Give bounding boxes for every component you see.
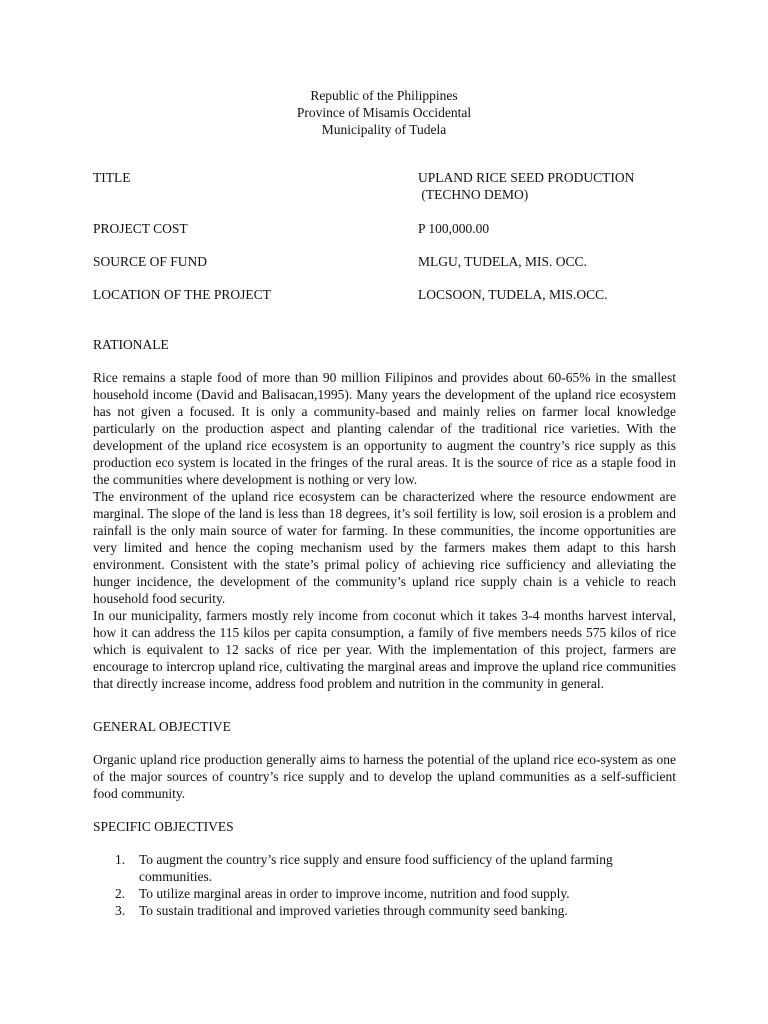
list-item-number: 2. (115, 886, 126, 901)
header-municipality: Municipality of Tudela (321, 122, 447, 137)
rationale-body (93, 369, 676, 692)
field-label: SOURCE OF FUND (93, 254, 208, 269)
field-label: LOCATION OF THE PROJECT (93, 287, 271, 302)
specific-objectives-heading: SPECIFIC OBJECTIVES (93, 819, 234, 834)
rationale-paragraph-3: In our municipality, farmers mostly rely income from coconut which it takes 3-4 months harvest interval, how it can address the 115 kilos per capita consumption, a family of five members needs 575 kilos of rice which is equivalent to 12 sacks of rice per year. With the implementation of this project, farmers are encourage to intercrop upland rice, cultivating the marginal areas and improve the upland rice communities that directly increase income, address food problem and nutrition in the community in general. (93, 608, 676, 691)
header-republic: Republic of the Philippines (310, 88, 458, 103)
field-label: TITLE (93, 170, 131, 185)
field-value: LOCSOON, TUDELA, MIS.OCC. (418, 287, 608, 302)
list-item-text: To utilize marginal areas in order to improve income, nutrition and food supply. (139, 886, 570, 901)
field-value: P 100,000.00 (418, 221, 490, 236)
title-line-2: (TECHNO DEMO) (418, 187, 529, 202)
header-province: Province of Misamis Occidental (296, 105, 472, 120)
list-item-text: To augment the country’s rice supply and ensure food sufficiency of the upland farming communities. (139, 852, 613, 884)
list-item (115, 851, 675, 885)
list-item (115, 902, 675, 919)
list-item-number: 1. (115, 852, 126, 867)
rationale-paragraph-1: Rice remains a staple food of more than 90 million Filipinos and provides about 60-65% in the smallest household income (David and Balisacan,1995). Many years the development of the upland rice ecosystem has not given a focused. It is only a community-based and mainly relies on farmer local knowledge particularly on the production aspect and planting calendar of the traditional rice varieties. With the development of the upland rice ecosystem is an opportunity to augment the country’s rice supply as this production eco system is located in the fringes of the rural areas. It is the source of rice as a staple food in the communities where development is nothing or very low. (93, 370, 676, 487)
general-objective-body (93, 751, 676, 802)
document-header (0, 87, 768, 138)
field-label: PROJECT COST (93, 221, 188, 236)
list-item-number: 3. (115, 903, 126, 918)
list-item-text: To sustain traditional and improved varieties through community seed banking. (139, 903, 568, 918)
rationale-heading: RATIONALE (93, 337, 169, 352)
general-objective-text: Organic upland rice production generally aims to harness the potential of the upland rice eco-system as one of the major sources of country’s rice supply and to develop the upland communities as a self-sufficient food community. (93, 752, 676, 801)
field-value: MLGU, TUDELA, MIS. OCC. (418, 254, 587, 269)
general-objective-heading: GENERAL OBJECTIVE (93, 719, 231, 734)
field-value (418, 169, 688, 203)
title-line-1: UPLAND RICE SEED PRODUCTION (418, 170, 635, 185)
specific-objectives-list (115, 851, 675, 919)
rationale-paragraph-2: The environment of the upland rice ecosystem can be characterized where the resource endowment are marginal. The slope of the land is less than 18 degrees, it’s soil fertility is low, soil erosion is a problem and rainfall is the only main source of water for farming. In these communities, the income opportunities are very limited and hence the coping mechanism used by the farmers makes them adapt to this harsh environment. Consistent with the state’s primal policy of achieving rice sufficiency and alleviating the hunger incidence, the development of the community’s upland rice supply chain is a vehicle to reach household food security. (93, 489, 676, 606)
list-item (115, 885, 675, 902)
